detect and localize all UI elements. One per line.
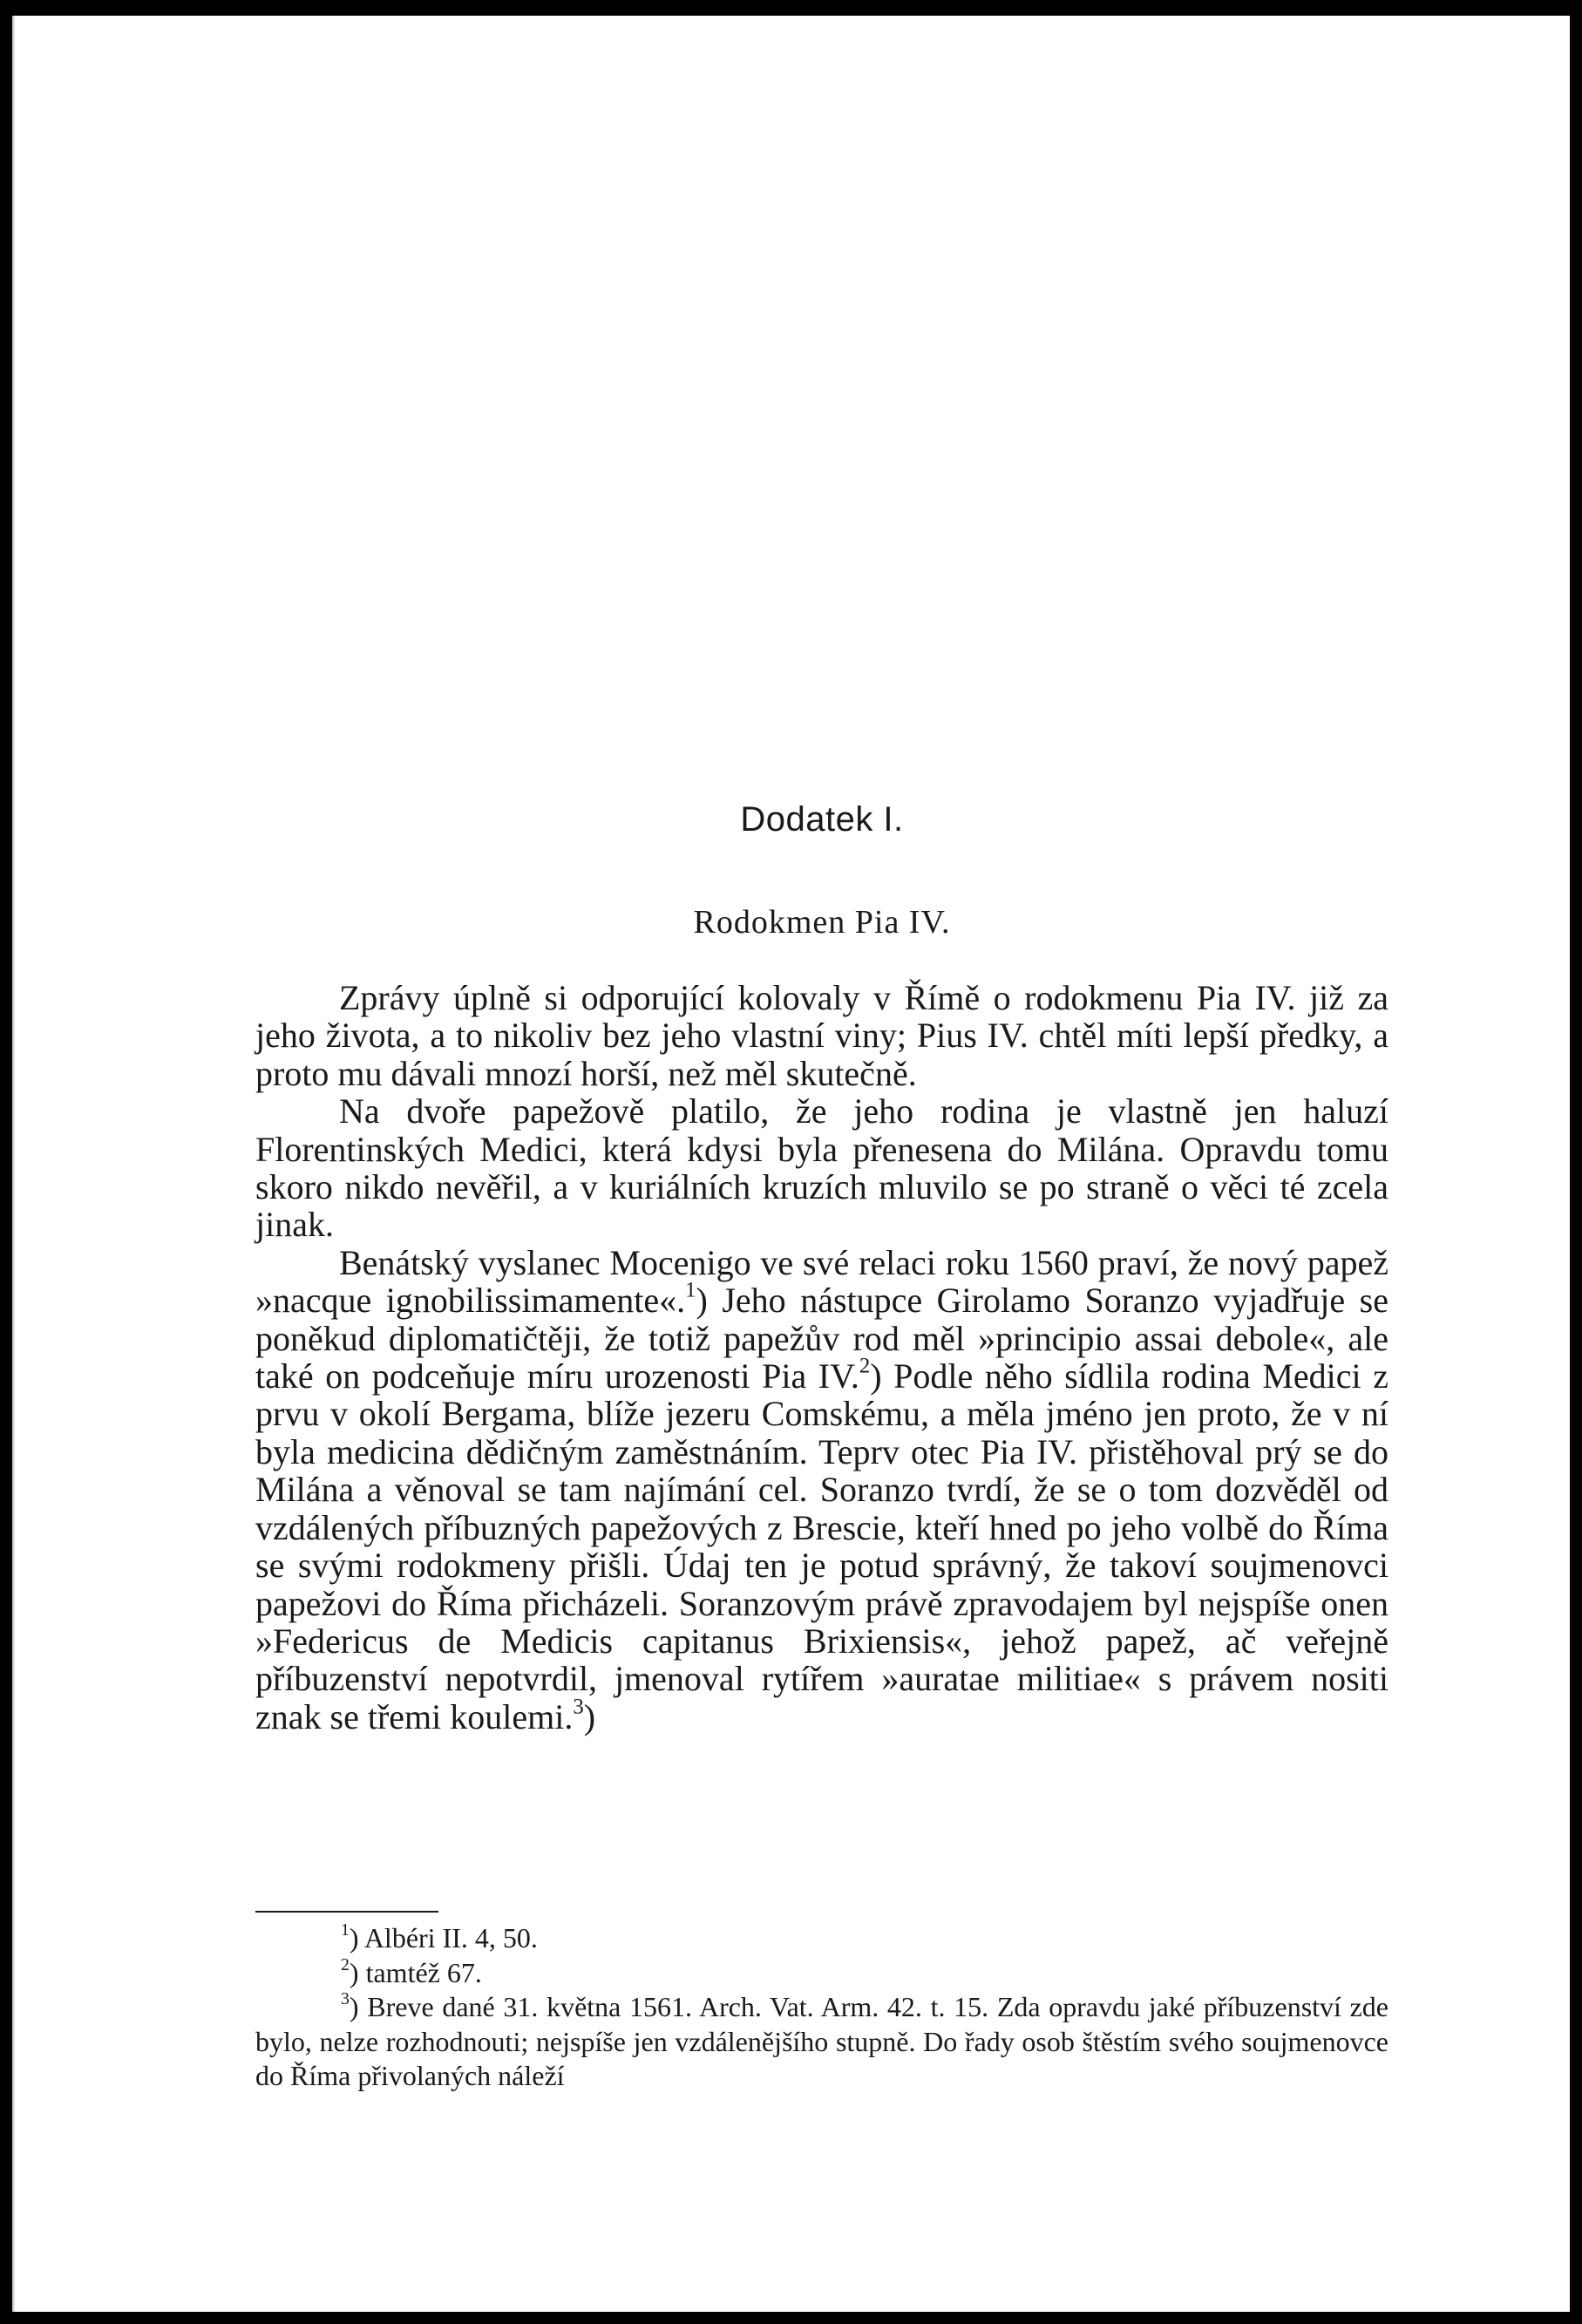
footnote-2-mark: 2 [341,1954,350,1974]
footnote-1 [255,1921,1388,1956]
appendix-title: Dodatek I. [740,800,904,839]
footnote-3 [255,1990,1388,2094]
body-text [255,979,1388,1736]
footnote-ref-1: 1 [685,1278,696,1302]
paragraph-3-part-c: ) Podle něho sídlila rodina Medici z prvu v okolí Bergama, blíže jezeru Comskému, a měla jméno jen proto, že v ní byla medicina dědičným zaměstnáním. Teprv otec Pia IV. přistěhoval prý se do Milána a věnoval se tam najímání cel. Soranzo tvrdí, že se o tom dozvěděl od vzdálených příbuzných papežových z Brescie, kteří hned po jeho volbě do Říma se svými rodokmeny přišli. Údaj ten je potud správný, že takoví soujmenovci papežovi do Říma přicházeli. Soranzovým právě zpravodajem byl nejspíše onen »Federicus de Medicis capitanus Brixiensis«, jehož papež, ač veřejně příbuzenství nepotvrdil, jmenoval rytířem »auratae militiae« s právem nositi znak se třemi koulemi. [255,1356,1389,1736]
footnote-2-text: ) tamtéž 67. [349,1956,482,1988]
section-title: Rodokmen Pia IV. [693,904,951,941]
footnote-3-mark: 3 [341,1989,350,2009]
footnotes [255,1921,1388,2094]
paragraph-3-part-a: Benátský vyslanec Mocenigo ve své relaci roku 1560 praví, že nový papež »nacque ignobilissimamente«. [255,1242,1388,1321]
paragraph-2: Na dvoře papežově platilo, že jeho rodina je vlastně jen haluzí Florentinských Medici, která kdysi byla přenesena do Milána. Opravdu tomu skoro nikdo nevěřil, a v kuriálních kruzích mluvilo se po straně o věci té zcela jinak. [255,1091,1388,1245]
footnote-2 [255,1956,1388,1991]
paragraph-1: Zprávy úplně si odporující kolovaly v Římě o rodokmenu Pia IV. již za jeho života, a to nikoliv bez jeho vlastní viny; Pius IV. chtěl míti lepší předky, a proto mu dávali mnozí horší, než měl skutečně. [255,978,1388,1093]
footnote-1-mark: 1 [341,1920,350,1940]
footnote-ref-2: 2 [859,1354,871,1378]
scan-edge [12,16,16,2312]
paragraph-3-part-d: ) [583,1696,596,1736]
paragraph-3-part-b: ) Jeho nástupce Girolamo Soranzo vyjadřuje se poněkud diplomatičtěji, že totiž papežův rod měl »principio assai debole«, ale také on podceňuje míru urozenosti Pia IV. [255,1281,1388,1396]
document-page [12,16,1570,2312]
footnote-separator [255,1911,438,1913]
footnote-ref-3: 3 [573,1695,584,1719]
paragraph-3 [255,1244,1388,1736]
footnote-1-text: ) Albéri II. 4, 50. [349,1922,538,1954]
footnote-3-text: ) Breve dané 31. května 1561. Arch. Vat. Arm. 42. t. 15. Zda opravdu jaké příbuzenství zde bylo, nelze rozhodnouti; nejspíše jen vzdálenějšího stupně. Do řady osob štěstím svého soujmenovce do Říma přivolaných náleží [255,1991,1388,2091]
